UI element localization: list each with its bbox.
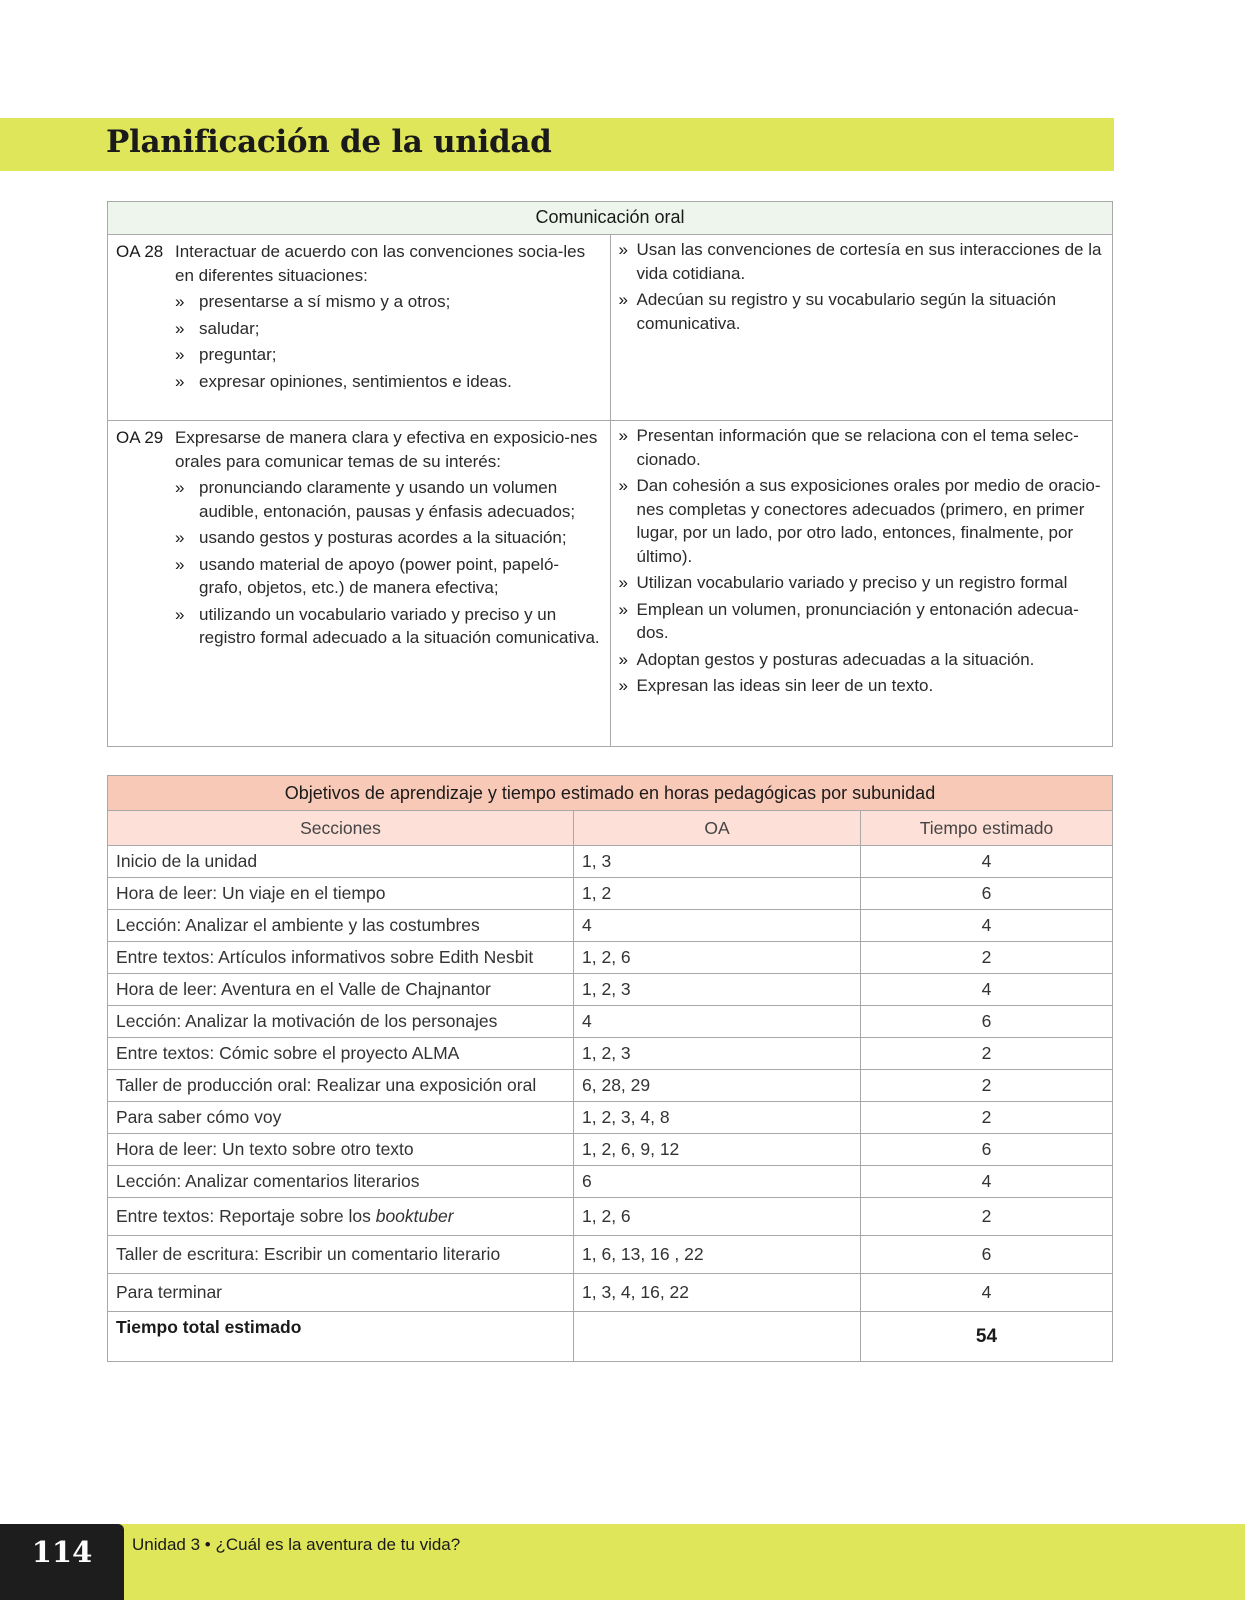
oa-text: Interactuar de acuerdo con las convenciones socia-les en diferentes situaciones: [175, 242, 586, 285]
time-cell: 4 [861, 1274, 1113, 1312]
section-cell: Para terminar [108, 1274, 574, 1312]
list-item: » utilizando un vocabulario variado y preciso y un registro formal adecuado a la situación comunicativa. [175, 603, 602, 650]
oral-row-oa29 [108, 421, 1113, 747]
indicator-item: » Presentan información que se relaciona con el tema selec-cionado. [619, 424, 1105, 471]
oa-cell: 1, 2, 6 [574, 1198, 861, 1236]
time-cell: 6 [861, 1134, 1113, 1166]
page-title: Planificación de la unidad [106, 124, 552, 160]
indicator-item: » Utilizan vocabulario variado y preciso y un registro formal [619, 571, 1105, 595]
section-cell: Entre textos: Cómic sobre el proyecto ALMA [108, 1038, 574, 1070]
oa-cell: 1, 6, 13, 16 , 22 [574, 1236, 861, 1274]
oa-cell [108, 421, 611, 747]
time-cell: 6 [861, 878, 1113, 910]
bullet-icon: » [618, 240, 628, 259]
oral-row-oa28 [108, 235, 1113, 421]
page-number: 114 [0, 1524, 124, 1600]
section-cell: Entre textos: Artículos informativos sobre Edith Nesbit [108, 942, 574, 974]
indicator-cell [610, 421, 1113, 747]
bullet-icon: » [618, 599, 628, 619]
section-cell: Taller de producción oral: Realizar una exposición oral [108, 1070, 574, 1102]
list-item: » pronunciando claramente y usando un volumen audible, entonación, pausas y énfasis adecuados; [175, 476, 602, 523]
bullet-icon: » [618, 426, 628, 445]
bullet-icon: » [175, 604, 185, 624]
total-label: Tiempo total estimado [108, 1312, 574, 1362]
bullet-icon: » [175, 318, 185, 338]
section-cell: Lección: Analizar comentarios literarios [108, 1166, 574, 1198]
column-header-secciones: Secciones [108, 811, 574, 846]
objectives-header-row [108, 811, 1113, 846]
time-cell: 2 [861, 1102, 1113, 1134]
list-item: » expresar opiniones, sentimientos e ideas. [175, 370, 602, 394]
oa-cell: 1, 2, 6 [574, 942, 861, 974]
oa-cell: 6, 28, 29 [574, 1070, 861, 1102]
list-item: » presentarse a sí mismo y a otros; [175, 290, 602, 314]
section-cell: Lección: Analizar el ambiente y las costumbres [108, 910, 574, 942]
section-cell: Entre textos: Reportaje sobre los booktuber [108, 1198, 574, 1236]
time-cell: 4 [861, 974, 1113, 1006]
oa-cell: 1, 2, 3 [574, 974, 861, 1006]
objectives-caption-row [108, 776, 1113, 811]
time-cell: 6 [861, 1236, 1113, 1274]
section-cell: Hora de leer: Un texto sobre otro texto [108, 1134, 574, 1166]
total-oa [574, 1312, 861, 1362]
table-row [108, 846, 1113, 878]
list-item: » preguntar; [175, 343, 602, 367]
oa-cell: 1, 2, 3 [574, 1038, 861, 1070]
bullet-icon: » [618, 476, 628, 495]
time-cell: 4 [861, 910, 1113, 942]
oa-cell: 1, 2 [574, 878, 861, 910]
table-row [108, 942, 1113, 974]
bullet-icon: » [175, 528, 185, 547]
oa-cell: 6 [574, 1166, 861, 1198]
oral-header-row [108, 202, 1113, 235]
time-cell: 6 [861, 1006, 1113, 1038]
bullet-icon: » [618, 649, 628, 669]
bullet-icon: » [618, 573, 628, 592]
oa-cell: 1, 3 [574, 846, 861, 878]
indicator-item: » Dan cohesión a sus exposiciones orales por medio de oracio-nes completas y conectores adecuados (primero, en primer lugar, por un lado, por otro lado, entonces, finalmente, por último). [619, 474, 1105, 568]
table-row [108, 1134, 1113, 1166]
bullet-icon: » [175, 478, 185, 497]
section-cell: Hora de leer: Un viaje en el tiempo [108, 878, 574, 910]
time-cell: 2 [861, 942, 1113, 974]
list-item: » saludar; [175, 317, 602, 341]
oa-cell [108, 235, 611, 421]
section-cell: Para saber cómo voy [108, 1102, 574, 1134]
indicator-item: » Expresan las ideas sin leer de un texto. [619, 674, 1105, 698]
section-emphasis: booktuber [375, 1206, 454, 1226]
bullet-icon: » [175, 371, 185, 391]
objectives-table [107, 775, 1113, 1362]
oral-header: Comunicación oral [108, 202, 1113, 235]
time-cell: 2 [861, 1038, 1113, 1070]
oa-code: OA 28 [116, 242, 164, 261]
table-row [108, 1198, 1113, 1236]
oa-cell: 1, 3, 4, 16, 22 [574, 1274, 861, 1312]
total-time: 54 [861, 1312, 1113, 1362]
time-cell: 2 [861, 1070, 1113, 1102]
objectives-caption: Objetivos de aprendizaje y tiempo estimado en horas pedagógicas por subunidad [108, 776, 1113, 811]
indicator-item: » Adoptan gestos y posturas adecuadas a la situación. [619, 648, 1105, 672]
bullet-icon: » [175, 292, 185, 311]
bullet-icon: » [618, 676, 628, 695]
oa-cell: 4 [574, 1006, 861, 1038]
section-cell: Taller de escritura: Escribir un comentario literario [108, 1236, 574, 1274]
table-row [108, 1274, 1113, 1312]
table-row [108, 974, 1113, 1006]
time-cell: 4 [861, 1166, 1113, 1198]
footer-unit-title: Unidad 3 • ¿Cuál es la aventura de tu vida? [132, 1535, 461, 1554]
objectives-body [108, 846, 1113, 1312]
time-cell: 2 [861, 1198, 1113, 1236]
oa-cell: 4 [574, 910, 861, 942]
oral-communication-table [107, 201, 1113, 747]
total-row [108, 1312, 1113, 1362]
indicator-item: » Adecúan su registro y su vocabulario según la situación comunicativa. [619, 288, 1105, 335]
list-item: » usando material de apoyo (power point, papeló-grafo, objetos, etc.) de manera efectiva; [175, 553, 602, 600]
oa-cell: 1, 2, 3, 4, 8 [574, 1102, 861, 1134]
bullet-icon: » [175, 345, 185, 364]
table-row [108, 910, 1113, 942]
list-item: » usando gestos y posturas acordes a la situación; [175, 526, 602, 550]
indicator-item: » Emplean un volumen, pronunciación y entonación adecua-dos. [619, 598, 1105, 645]
column-header-tiempo: Tiempo estimado [861, 811, 1113, 846]
table-row [108, 1070, 1113, 1102]
table-row [108, 1038, 1113, 1070]
section-cell: Lección: Analizar la motivación de los personajes [108, 1006, 574, 1038]
column-header-oa: OA [574, 811, 861, 846]
indicator-item: » Usan las convenciones de cortesía en sus interacciones de la vida cotidiana. [619, 238, 1105, 285]
table-row [108, 1236, 1113, 1274]
table-row [108, 1166, 1113, 1198]
oa-cell: 1, 2, 6, 9, 12 [574, 1134, 861, 1166]
table-row [108, 878, 1113, 910]
section-cell: Hora de leer: Aventura en el Valle de Chajnantor [108, 974, 574, 1006]
oa-text: Expresarse de manera clara y efectiva en exposicio-nes orales para comunicar temas de su interés: [175, 428, 598, 471]
bullet-icon: » [175, 554, 185, 574]
bullet-icon: » [618, 290, 628, 309]
oa-code: OA 29 [116, 428, 164, 447]
table-row [108, 1102, 1113, 1134]
table-row [108, 1006, 1113, 1038]
time-cell: 4 [861, 846, 1113, 878]
section-cell: Inicio de la unidad [108, 846, 574, 878]
indicator-cell [610, 235, 1113, 421]
